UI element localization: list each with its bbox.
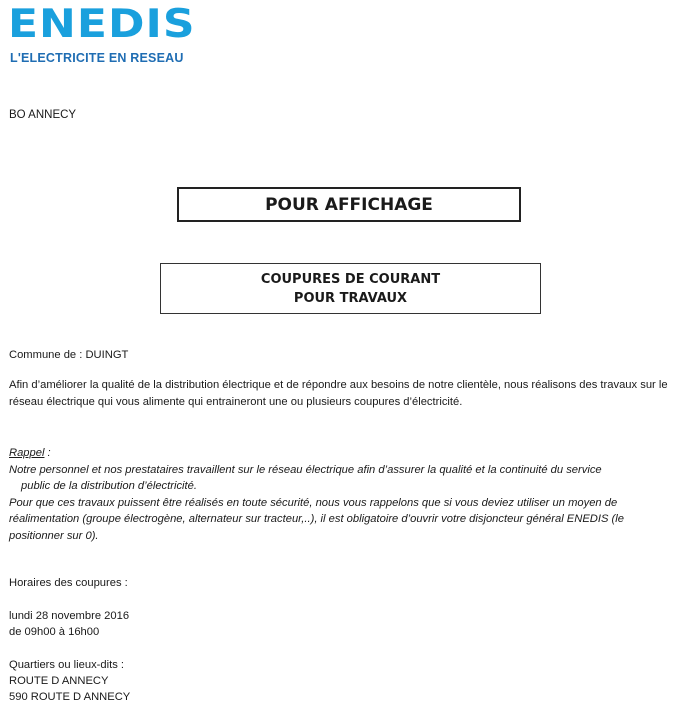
posting-title-box [177, 187, 521, 222]
schedule-date: lundi 28 novembre 2016 [9, 610, 130, 622]
intro-paragraph: Afin d’améliorer la qualité de la distribution électrique et de répondre aux besoins de notre clientèle, nous réalisons des travaux sur le réseau électrique qui vous alimente qui entraineront une ou plusieurs coupures d’électricité. [9, 379, 668, 408]
reminder-para1-line1: Notre personnel et nos prestataires travaillent sur le réseau électrique afin d’assurer la qualité et la continuité du service [9, 463, 602, 476]
logo-tagline: L'ELECTRICITE EN RESEAU [10, 51, 184, 65]
location-item: ROUTE D ANNECY [9, 675, 109, 687]
enedis-logo: ENEDIS [8, 1, 196, 48]
reminder-para1-line2: public de la distribution d’électricité. [21, 480, 197, 492]
notice-title-line1: COUPURES DE COURANT [260, 271, 441, 287]
notice-title-box [160, 263, 541, 314]
reminder-heading-colon: : [44, 447, 51, 459]
notice-title-line2: POUR TRAVAUX [293, 290, 408, 306]
reminder-heading: Rappel [9, 447, 45, 459]
reminder-section [9, 445, 671, 544]
posting-title: POUR AFFICHAGE [265, 194, 433, 215]
reminder-paragraph-2: Pour que ces travaux puissent être réalisés en toute sécurité, nous vous rappelons que si vous deviez utiliser un moyen de réalimentation (groupe électrogène, alternateur sur tracteur,..), il est obligatoire d’ouvrir votre disjoncteur général ENEDIS (le positionner sur 0). [9, 496, 624, 542]
location-item: 590 ROUTE D ANNECY [9, 691, 131, 703]
locations-label: Quartiers ou lieux-dits : [9, 659, 125, 671]
office-name: BO ANNECY [9, 109, 77, 121]
schedule-label: Horaires des coupures : [9, 577, 128, 589]
reminder-paragraph-1 [9, 462, 671, 495]
schedule-time: de 09h00 à 16h00 [9, 626, 100, 638]
commune: Commune de : DUINGT [9, 349, 129, 361]
reminder-heading-line [9, 445, 671, 462]
